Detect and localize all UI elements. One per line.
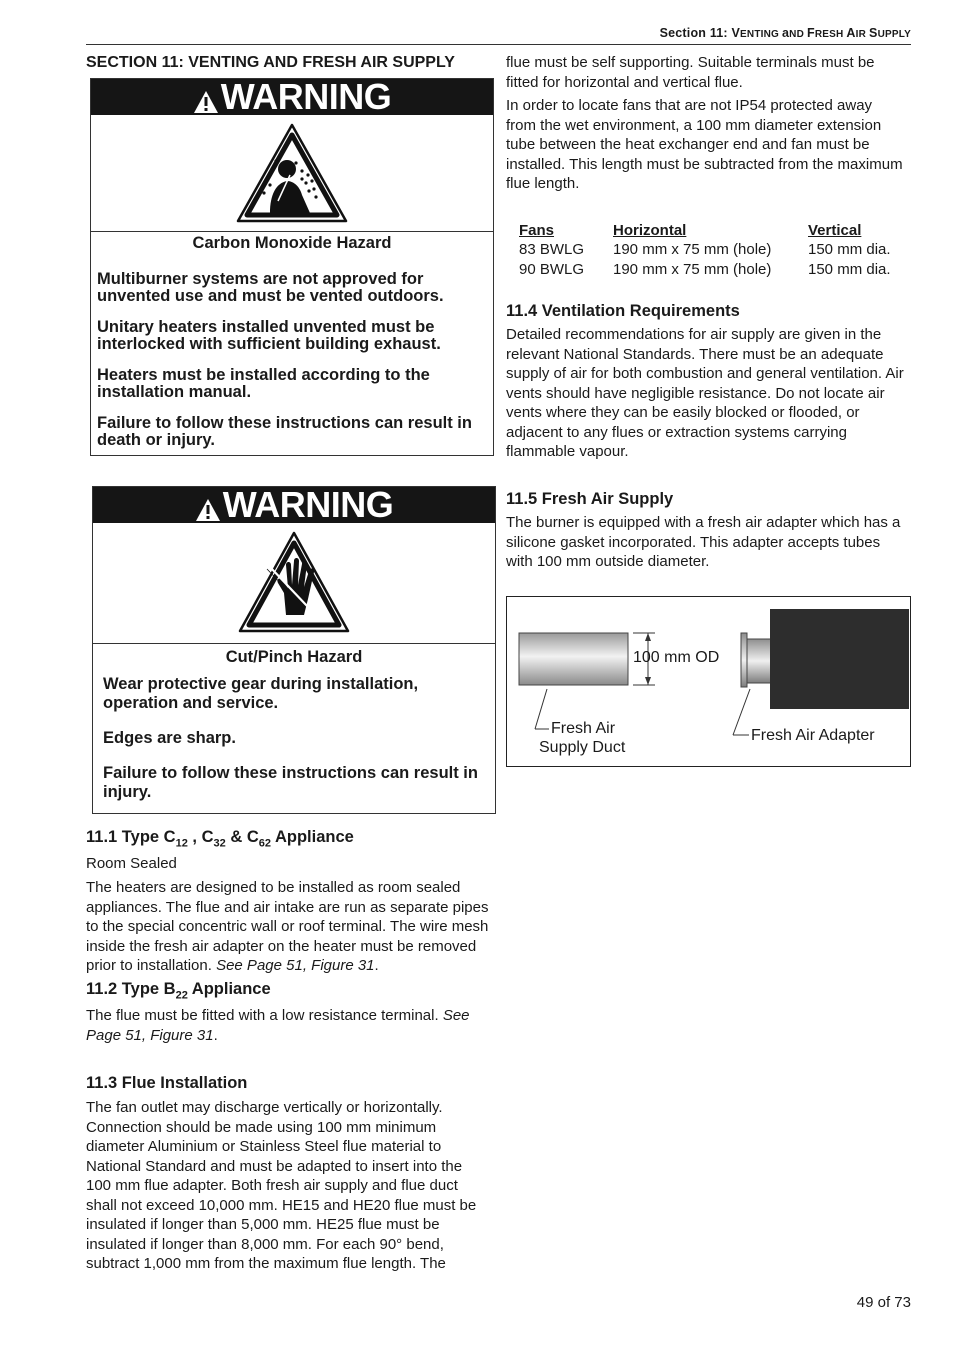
od-label: 100 mm OD [633, 649, 720, 666]
cut-hand-hazard-icon [234, 527, 354, 639]
table-row [519, 260, 908, 280]
fans-table-wrap [519, 221, 908, 279]
adapter-flange [741, 633, 747, 687]
warning-header-text: WARNING [222, 484, 394, 525]
fresh-air-duct [519, 633, 628, 685]
paragraph-end: . [213, 1026, 218, 1044]
table-header-row [519, 221, 908, 240]
heading-text: Appliance [187, 980, 271, 998]
warning-header [93, 484, 495, 525]
warning-line: Failure to follow these instructions can result in injury. [103, 764, 478, 801]
paragraph-11-4: Detailed recommendations for air supply are given in the relevant National Standards. There must be an adequate supply of air for both combustion and general ventilation. Air vents should have negligible resistance. Do not locate air vents where they can be easily blocked or flooded, or adjacent to any flues or extraction systems carrying flammable vapour. [506, 326, 904, 460]
table-cell: 90 BWLG [519, 260, 585, 278]
carbon-monoxide-hazard-icon [232, 119, 352, 229]
warning-box-cut [92, 486, 496, 814]
fresh-air-figure [506, 596, 911, 767]
adapter-neck [747, 639, 771, 683]
subscript: 32 [213, 837, 226, 850]
table-cell: 190 mm x 75 mm (hole) [613, 241, 772, 259]
heading-text: 11.1 Type C [86, 828, 176, 846]
subscript: 62 [258, 837, 271, 850]
warning-line: Heaters must be installed according to the installation manual. [97, 366, 430, 401]
table-header: Fans [519, 222, 555, 239]
heater-body [770, 609, 909, 709]
running-head-prefix: Section 11: [659, 26, 728, 40]
table-cell: 83 BWLG [519, 241, 585, 259]
subscript: 12 [175, 837, 188, 850]
section-title: SECTION 11: VENTING AND FRESH AIR SUPPLY [86, 54, 455, 71]
paragraph-11-1 [86, 878, 490, 976]
heading-11-4: 11.4 Ventilation Requirements [506, 302, 740, 320]
paragraph-text: The heaters are designed to be installed as room sealed appliances. The flue and air intake are run as separate pipes to the special concentric wall or roof terminal. The wire mesh inside the fresh air adapter on the heater must be removed prior to installation. [86, 879, 489, 974]
heading-11-1 [86, 828, 494, 849]
paragraph-11-2 [86, 1006, 490, 1045]
heading-text: Appliance [271, 828, 354, 846]
table-cell: 150 mm dia. [808, 241, 891, 259]
table-cell: 190 mm x 75 mm (hole) [613, 260, 772, 278]
running-head-title: VENTING aND FRESH AIR SUPPLY [731, 26, 911, 40]
fans-table [519, 221, 908, 279]
warning-triangle-icon [193, 84, 219, 120]
warning-box-co [90, 78, 494, 456]
figure-reference: See Page 51, Figure 31 [86, 1007, 470, 1044]
heading-text: , C [187, 828, 214, 846]
paragraph-end: . [374, 957, 379, 974]
paragraph-11-3-extension: In order to locate fans that are not IP54 protected away from the wet environment, a 100 mm diameter extension tube between the heat exchanger end and fan must be installed. This length must be subtracted from the maximum flue length. [506, 97, 903, 192]
heading-text: & C [225, 828, 259, 846]
heading-text: 11.2 Type B [86, 980, 176, 998]
warning-line: Edges are sharp. [103, 729, 236, 747]
table-cell: 150 mm dia. [808, 260, 891, 278]
cut-hazard-figure [93, 523, 495, 644]
warning-header-text: WARNING [220, 76, 392, 117]
adapter-label: Fresh Air Adapter [751, 727, 875, 744]
table-header: Vertical [808, 222, 862, 239]
paragraph-11-3: The fan outlet may discharge vertically or horizontally. Connection should be made using 100 mm minimum diameter Aluminium or Stainless Steel flue material to National Standard and must be adapted to insert into the 100 mm flue adapter. Both fresh air supply and flue duct shall not exceed 10,000 mm. HE15 and HE20 flue must be insulated if longer than 5,000 mm. HE25 flue must be insulated if longer than 8,000 mm. For each 90° bend, subtract 1,000 mm from the maximum flue length. The [86, 1099, 477, 1272]
heading-11-5: 11.5 Fresh Air Supply [506, 490, 674, 508]
warning-line: Wear protective gear during installation, operation and service. [103, 675, 419, 712]
heading-11-2 [86, 980, 494, 1001]
warning-triangle-icon [195, 492, 221, 528]
paragraph-11-3-continued: flue must be self supporting. Suitable terminals must be fitted for horizontal and vertical flue. [506, 54, 875, 91]
paragraph-text: The flue must be fitted with a low resistance terminal. [86, 1007, 439, 1024]
duct-label-line1: Fresh Air [551, 720, 616, 737]
warning-text-cut [103, 675, 485, 802]
header-rule [86, 44, 911, 45]
running-head [86, 26, 911, 40]
warning-line: Failure to follow these instructions can result in death or injury. [97, 414, 472, 449]
hazard-title-co: Carbon Monoxide Hazard [192, 234, 392, 252]
heading-11-3: 11.3 Flue Installation [86, 1074, 248, 1092]
duct-label-line2: Supply Duct [539, 739, 626, 756]
hazard-title-cut: Cut/Pinch Hazard [225, 648, 363, 666]
co-hazard-figure [91, 115, 493, 232]
subscript: 22 [175, 989, 188, 1002]
table-row [519, 240, 908, 260]
table-header: Horizontal [613, 222, 687, 239]
warning-header [91, 76, 493, 117]
warning-text-co [97, 271, 487, 449]
figure-reference: See Page 51, Figure 31 [216, 957, 375, 974]
subtitle-room-sealed: Room Sealed [86, 855, 177, 872]
warning-line: Unitary heaters installed unvented must be interlocked with sufficient building exhaust. [97, 318, 441, 353]
page-number: 49 of 73 [856, 1294, 911, 1311]
warning-line: Multiburner systems are not approved for unvented use and must be vented outdoors. [97, 270, 444, 305]
paragraph-11-5: The burner is equipped with a fresh air adapter which has a silicone gasket incorporated. This adapter accepts tubes with 100 mm outside diameter. [506, 514, 901, 570]
